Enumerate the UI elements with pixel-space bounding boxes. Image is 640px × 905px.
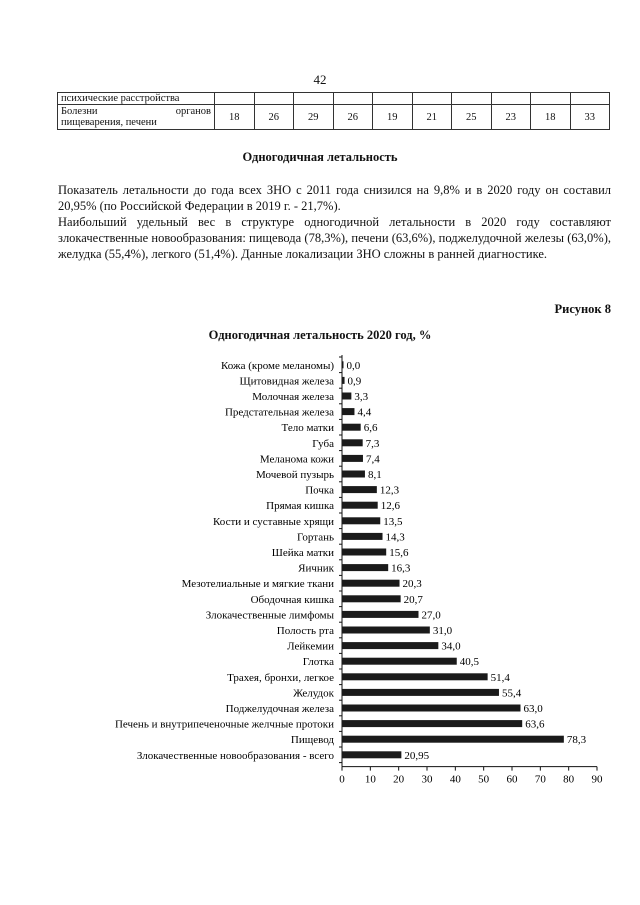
- table-cell: [294, 93, 334, 105]
- value-label: 0,9: [347, 375, 362, 388]
- table-cell: 29: [294, 105, 334, 130]
- category-label: Мочевой пузырь: [255, 469, 334, 481]
- category-label: Губа: [312, 437, 334, 450]
- bar: [342, 393, 351, 400]
- bar: [342, 471, 365, 478]
- table-cell: 21: [412, 105, 452, 130]
- x-tick-label: 70: [534, 773, 546, 786]
- category-label: Поджелудочная железа: [225, 703, 334, 715]
- value-label: 40,5: [459, 656, 479, 669]
- value-label: 15,6: [389, 547, 409, 559]
- bar: [342, 751, 401, 758]
- bar: [342, 455, 363, 462]
- table-cell: 25: [452, 105, 492, 130]
- bar: [342, 549, 386, 556]
- bar: [342, 533, 383, 540]
- category-label: Кожа (кроме меланомы): [220, 359, 334, 372]
- bar: [342, 673, 488, 680]
- table-cell: [215, 93, 255, 105]
- bar: [342, 720, 522, 727]
- bar: [342, 408, 354, 415]
- value-label: 14,3: [385, 531, 405, 544]
- category-label: Глотка: [302, 656, 334, 669]
- category-label: Яичник: [298, 562, 334, 575]
- value-label: 13,5: [383, 515, 403, 528]
- bar: [342, 361, 344, 368]
- x-tick-label: 20: [393, 773, 405, 786]
- table-cell: [412, 93, 452, 105]
- value-label: 20,3: [402, 578, 422, 591]
- category-label: Злокачественные лимфомы: [205, 609, 334, 622]
- value-label: 12,6: [380, 500, 400, 513]
- category-label: Гортань: [297, 531, 334, 544]
- category-label: Злокачественные новообразования - всего: [136, 749, 334, 762]
- paragraph: Наибольший удельный вес в структуре одногодичной летальности в 2020 году составляют злокачественные новообразования: пищевода (78,3%), печени (63,6%), поджелудочной железы (63,0%), желудка (55,4%), легкого (51,4%). Данные локализации ЗНО сложны в ранней диагностике.: [58, 215, 611, 261]
- bar-chart: [0, 350, 640, 805]
- bar: [342, 736, 564, 743]
- value-label: 31,0: [432, 625, 453, 637]
- x-tick-label: 60: [506, 773, 518, 786]
- category-label: Почка: [305, 484, 334, 497]
- value-label: 0,0: [346, 359, 361, 372]
- x-tick-label: 0: [339, 773, 345, 786]
- table-label-part: Болезни: [61, 106, 98, 117]
- value-label: 12,3: [379, 484, 400, 497]
- value-label: 63,6: [525, 718, 545, 731]
- value-label: 20,95: [404, 749, 430, 762]
- value-label: 20,7: [403, 593, 423, 606]
- table-row: [58, 93, 610, 105]
- value-label: 63,0: [523, 703, 543, 715]
- bar: [342, 627, 430, 634]
- table-row-label: психические расстройства: [58, 93, 215, 105]
- bar: [342, 611, 419, 618]
- value-label: 3,3: [354, 391, 369, 403]
- category-label: Молочная железа: [252, 391, 334, 403]
- table-cell: [373, 93, 413, 105]
- category-label: Предстательная железа: [224, 406, 334, 419]
- paragraph: Показатель летальности до года всех ЗНО с 2011 года снизился на 9,8% и в 2020 году он составил 20,95% (по Российской Федерации в 2019 г. - 21,7%).: [58, 183, 611, 213]
- bar: [342, 439, 363, 446]
- bar: [342, 658, 457, 665]
- table-cell: [452, 93, 492, 105]
- category-label: Печень и внутрипеченочные желчные протоки: [114, 718, 334, 731]
- category-label: Пищевод: [290, 734, 334, 747]
- table-cell: [254, 93, 294, 105]
- table-row: [58, 105, 610, 130]
- category-label: Полость рта: [276, 625, 334, 637]
- table-label-part: органов: [175, 106, 211, 117]
- table-cell: 18: [531, 105, 571, 130]
- value-label: 55,4: [501, 687, 522, 700]
- bar: [342, 705, 521, 712]
- category-label: Мезотелиальные и мягкие ткани: [181, 578, 334, 591]
- value-label: 7,4: [365, 453, 380, 466]
- figure-label: Рисунок 8: [554, 302, 611, 316]
- value-label: 34,0: [441, 640, 461, 653]
- x-tick-label: 80: [563, 773, 575, 786]
- bar: [342, 517, 380, 524]
- value-label: 6,6: [363, 422, 378, 435]
- value-label: 8,1: [367, 469, 382, 481]
- category-label: Щитовидная железа: [239, 375, 334, 388]
- category-label: Желудок: [293, 687, 334, 700]
- bar: [342, 564, 388, 571]
- bar: [342, 486, 377, 493]
- bar: [342, 642, 438, 649]
- value-label: 78,3: [566, 734, 587, 747]
- bar: [342, 689, 499, 696]
- table-cell: [570, 93, 610, 105]
- bar: [342, 424, 361, 431]
- bar: [342, 580, 400, 587]
- category-label: Меланома кожи: [259, 453, 334, 466]
- category-label: Ободочная кишка: [250, 593, 334, 606]
- value-label: 4,4: [357, 406, 372, 419]
- category-label: Шейка матки: [271, 547, 334, 559]
- table-cell: 26: [333, 105, 373, 130]
- table-cell: [531, 93, 571, 105]
- category-label: Трахея, бронхи, легкое: [227, 671, 334, 684]
- bar: [342, 595, 401, 602]
- value-label: 16,3: [391, 562, 411, 575]
- category-label: Тело матки: [281, 422, 334, 435]
- table-cell: [333, 93, 373, 105]
- value-label: 27,0: [421, 609, 441, 622]
- x-tick-label: 90: [591, 773, 603, 786]
- table-cell: [491, 93, 531, 105]
- bar: [342, 502, 378, 509]
- category-label: Прямая кишка: [266, 500, 334, 513]
- table-cell: 23: [491, 105, 531, 130]
- x-tick-label: 10: [364, 773, 376, 786]
- x-tick-label: 30: [421, 773, 433, 786]
- x-tick-label: 40: [449, 773, 461, 786]
- page-number: 42: [313, 72, 327, 87]
- chart-title: Одногодичная летальность 2020 год, %: [208, 328, 432, 342]
- table-label-part: пищеварения, печени: [61, 117, 157, 128]
- section-title: Одногодичная летальность: [242, 150, 398, 164]
- category-label: Кости и суставные хрящи: [213, 515, 334, 528]
- table-row-label: [58, 105, 215, 130]
- table-cell: 33: [570, 105, 610, 130]
- table-cell: 26: [254, 105, 294, 130]
- category-label: Лейкемии: [287, 640, 334, 653]
- value-label: 51,4: [490, 671, 510, 684]
- table-cell: 19: [373, 105, 413, 130]
- table-cell: 18: [215, 105, 255, 130]
- value-label: 7,3: [365, 437, 380, 450]
- data-table: [57, 92, 610, 130]
- x-tick-label: 50: [478, 773, 490, 786]
- bar: [342, 377, 345, 384]
